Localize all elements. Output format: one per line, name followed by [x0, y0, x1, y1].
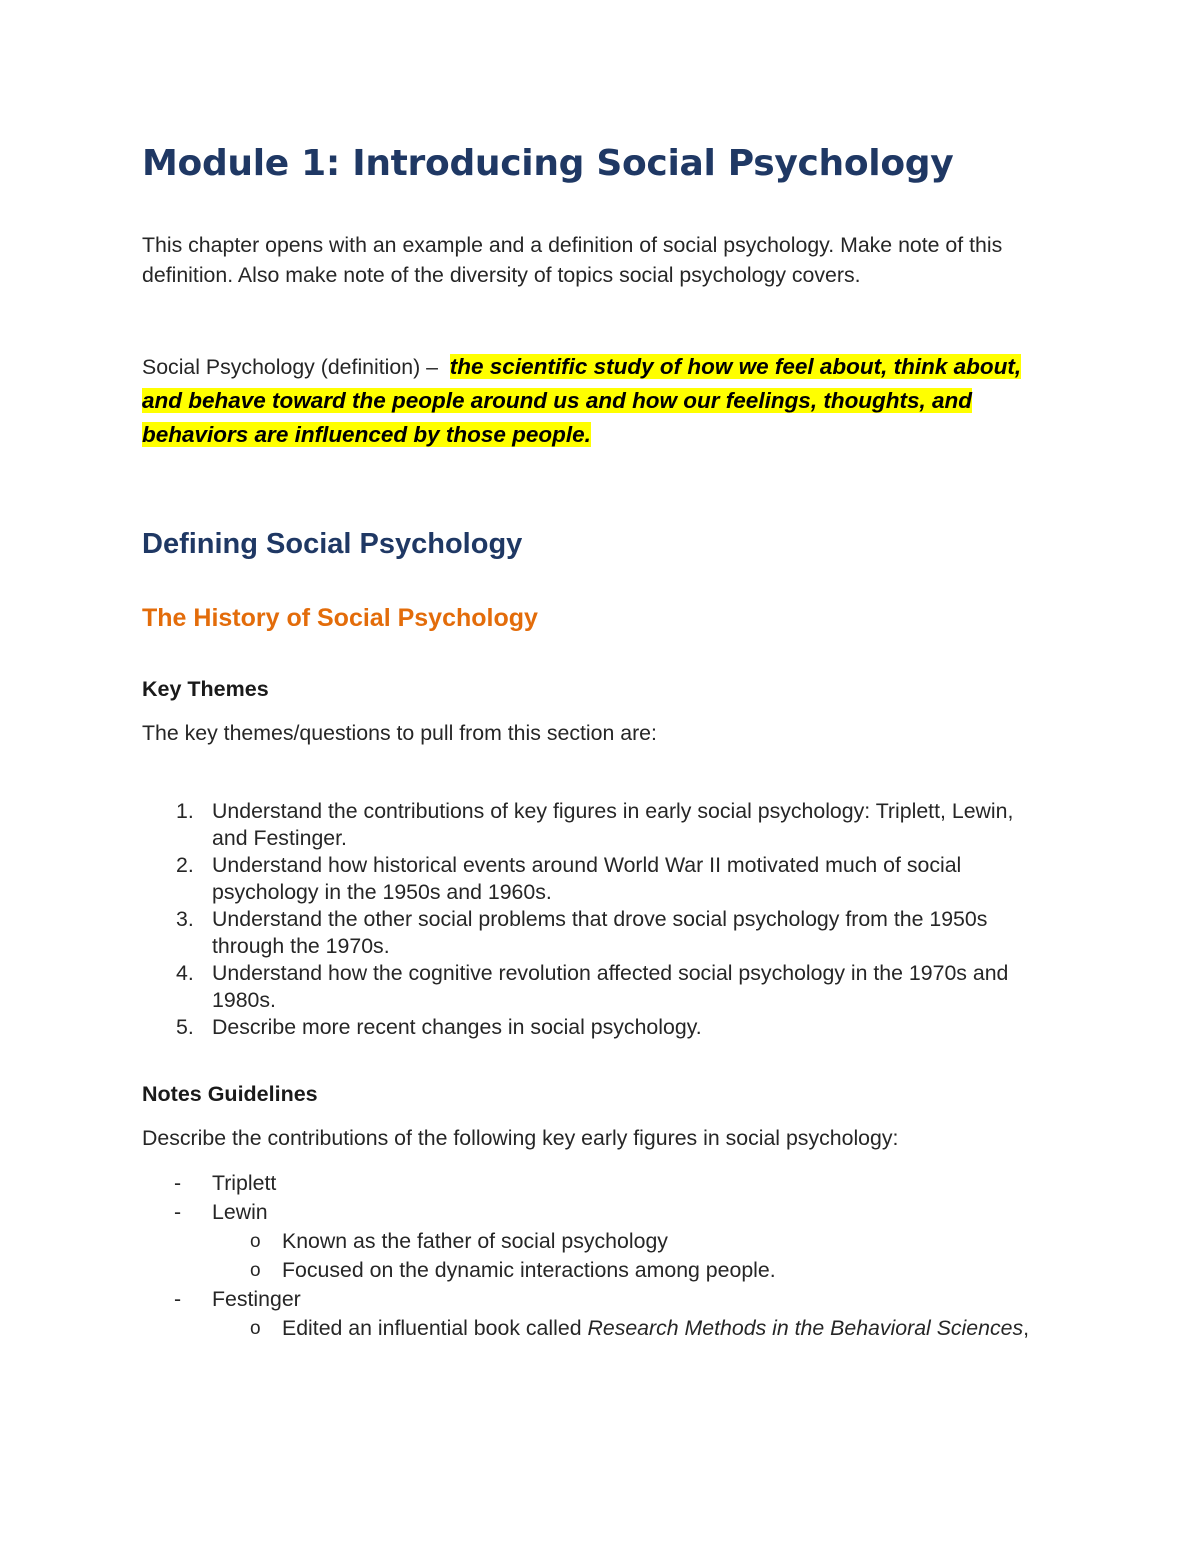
list-item [142, 960, 1052, 1014]
list-item-text: Understand the other social problems that drove social psychology from the 1950s through the 1970s. [212, 907, 988, 958]
list-item-text: Understand how historical events around World War II motivated much of social psychology in the 1950s and 1960s. [212, 853, 962, 904]
figure-note-text: Focused on the dynamic interactions among people. [282, 1258, 776, 1282]
book-title: Research Methods in the Behavioral Sciences [587, 1316, 1024, 1340]
figure-note-suffix: , [1023, 1316, 1030, 1340]
definition-highlighted-text: the scientific study of how we feel about, think about, and behave toward the people around us and how our feelings, thoughts, and behaviors are influenced by those people. [142, 354, 1022, 447]
list-item [142, 906, 1052, 960]
figure-name: Triplett [212, 1171, 277, 1195]
figure-item-lewin [142, 1198, 1052, 1285]
document-title: Module 1: Introducing Social Psychology [142, 143, 954, 184]
list-item [142, 852, 1052, 906]
document-content [142, 130, 1062, 1343]
list-item [142, 798, 1052, 852]
definition-term: Social Psychology (definition) – [142, 355, 438, 379]
key-themes-label: Key Themes [142, 677, 269, 701]
figure-note [212, 1256, 1052, 1285]
key-themes-list [142, 798, 1052, 1041]
section-heading: Defining Social Psychology [142, 528, 523, 560]
dash-bullet-icon: - [174, 1200, 182, 1224]
figure-note-text: Known as the father of social psychology [282, 1229, 668, 1253]
list-number: 5. [176, 1015, 194, 1039]
figure-item-triplett [142, 1169, 1052, 1198]
list-item-text: Describe more recent changes in social psychology. [212, 1015, 702, 1039]
list-item-text: Understand how the cognitive revolution affected social psychology in the 1970s and 1980s. [212, 961, 1009, 1012]
subsection-heading: The History of Social Psychology [142, 604, 538, 632]
key-themes-intro: The key themes/questions to pull from this section are: [142, 721, 657, 745]
circle-bullet-icon: o [250, 1260, 261, 1281]
figure-item-festinger [142, 1285, 1052, 1343]
dash-bullet-icon: - [174, 1287, 182, 1311]
figures-list [142, 1169, 1052, 1343]
list-number: 3. [176, 907, 194, 931]
figure-notes-list [212, 1314, 1052, 1343]
figure-note [212, 1227, 1052, 1256]
list-item-text: Understand the contributions of key figures in early social psychology: Triplett, Lewin, and Festinger. [212, 799, 1014, 850]
circle-bullet-icon: o [250, 1231, 261, 1252]
list-number: 1. [176, 799, 194, 823]
figure-name: Lewin [212, 1200, 268, 1224]
list-item [142, 1014, 1052, 1041]
notes-guidelines-label: Notes Guidelines [142, 1082, 318, 1106]
notes-guidelines-intro: Describe the contributions of the following key early figures in social psychology: [142, 1126, 899, 1150]
list-number: 2. [176, 853, 194, 877]
circle-bullet-icon: o [250, 1318, 261, 1339]
figure-note-text: Edited an influential book called [282, 1316, 588, 1340]
figure-notes-list [212, 1227, 1052, 1285]
definition-paragraph [142, 350, 1042, 452]
figure-note [212, 1314, 1052, 1343]
list-number: 4. [176, 961, 194, 985]
dash-bullet-icon: - [174, 1171, 182, 1195]
intro-paragraph: This chapter opens with an example and a definition of social psychology. Make note of this definition. Also make note of the diversity of topics social psychology covers. [142, 233, 1003, 287]
figure-name: Festinger [212, 1287, 301, 1311]
